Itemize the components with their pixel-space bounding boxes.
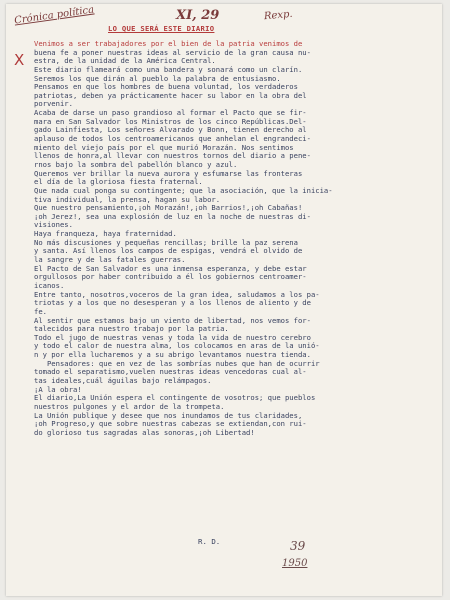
text-line: y todo el calor de nuestra alma, los colocamos en aras de la unió-: [34, 341, 320, 351]
text-line: talecidos para nuestro trabajo por la patria.: [34, 324, 229, 334]
text-line: triotas y a los que no desesperan y a los llenos de aliento y de: [34, 298, 311, 308]
text-line: visiones.: [34, 220, 73, 230]
text-line: nuestros pulgones y el ardor de la trompeta.: [34, 401, 225, 411]
handwritten-year: 1950: [282, 558, 308, 569]
article-title: LO QUE SERÁ ESTE DIARIO: [108, 24, 215, 33]
text-line: orgullosos por haber contribuido a él los gobiernos centroamer-: [34, 272, 307, 282]
article-body: [34, 40, 434, 437]
text-line: No más discusiones y pequeñas rencillas; brille la paz serena: [34, 237, 298, 247]
text-line: icanos.: [34, 280, 65, 290]
text-line: miento del viejo país por el que murió Morazán. Nos sentimos: [34, 142, 294, 152]
text-line: Que nada cual ponga su contingente; que la asociación, que la inicia-: [34, 185, 333, 195]
text-line: El Pacto de San Salvador es una inmensa esperanza, y debe estar: [34, 263, 307, 273]
text-line: gado Lainfiesta, Los señores Alvarado y Bonn, tienen derecho al: [34, 125, 307, 135]
text-line: Este diario flameará como una bandera y sonará como un clarín.: [34, 64, 303, 74]
text-line: porvenir.: [34, 99, 73, 109]
text-line: La Unión publique y desee que nos inundamos de tus claridades,: [34, 410, 303, 420]
text-line: aplauso de todos los centroamericanos que anhelan el engrandeci-: [34, 134, 311, 144]
document-page: [6, 4, 442, 596]
handwritten-note-topic: Crónica política: [13, 4, 95, 27]
text-line: ¡oh Progreso,y que sobre nuestras cabezas se extiendan,con rui-: [34, 419, 307, 429]
text-line: n y por ella lucharemos y a su abrigo levantamos nuestra tienda.: [34, 350, 311, 360]
text-line: Venimos a ser trabajadores por el bien de la patria venimos de: [34, 39, 303, 48]
handwritten-page-number: 39: [290, 539, 306, 553]
text-line: Pensadores: que en vez de las sombrías nubes que han de ocurrir: [34, 358, 320, 368]
text-line: mara en San Salvador los Ministros de los cinco Repúblicas.Del-: [34, 116, 307, 126]
handwritten-note-reference: XI, 29: [176, 8, 220, 23]
text-line: Todo el jugo de nuestras venas y toda la vida de nuestro cerebro: [34, 332, 311, 342]
text-line: Entre tanto, nosotros,voceros de la gran idea, saludamos a los pa-: [34, 289, 320, 299]
text-line: do glorioso tus sagradas alas sonoras,¡oh Libertad!: [34, 427, 255, 437]
text-line: llenos de honra,al llevar con nuestros tornos del diario a pene-: [34, 151, 311, 161]
text-line: patriotas, deben ya prácticamente hacer su labor en la obra del: [34, 90, 307, 100]
text-line: la sangre y de las fatales guerras.: [34, 255, 186, 265]
text-line: Al sentir que estamos bajo un viento de libertad, nos vemos for-: [34, 315, 311, 325]
text-line: Haya franqueza, haya fraternidad.: [34, 229, 177, 239]
text-line: Que nuestro pensamiento,¡oh Morazán!,¡oh Barrios!,¡oh Cabañas!: [34, 203, 303, 213]
text-line: Pensamos en que los hombres de buena voluntad, los verdaderos: [34, 82, 298, 92]
text-line: tas ideales,cuál águilas bajo relámpagos.: [34, 375, 212, 385]
handwritten-note-corner: Rexp.: [263, 8, 294, 23]
text-line: tomado el separatismo,vuelen nuestras ideas vencedoras cual al-: [34, 367, 307, 377]
margin-x-mark: X: [14, 51, 25, 69]
text-line: ¡oh Jerez!, sea una explosión de luz en la noche de nuestras di-: [34, 211, 311, 221]
text-line: Acaba de darse un paso grandioso al formar el Pacto que se fir-: [34, 108, 307, 118]
text-line: Seremos los que dirán al pueblo la palabra de entusiasmo.: [34, 73, 281, 83]
text-line: rnos bajo la sombra del pabellón blanco y azul.: [34, 159, 238, 169]
text-line: buena fe a poner nuestras ideas al servicio de la gran causa nu-: [34, 47, 311, 57]
text-line: tiva individual, la prensa, hagan su labor.: [34, 194, 221, 204]
text-line: el día de la gloriosa fiesta fraternal.: [34, 177, 203, 187]
text-line: estra, de la unidad de la América Central.: [34, 56, 216, 66]
text-line: fe.: [34, 306, 47, 316]
text-line: y santa. Así llenos los campos de espigas, vendrá el olvido de: [34, 246, 303, 256]
text-line: El diario,La Unión espera el contingente de vosotros; que pueblos: [34, 393, 316, 403]
text-line: ¡A la obra!: [34, 384, 82, 394]
signature-initials: R. D.: [198, 537, 221, 546]
text-line: Queremos ver brillar la nueva aurora y esfumarse las fronteras: [34, 168, 303, 178]
